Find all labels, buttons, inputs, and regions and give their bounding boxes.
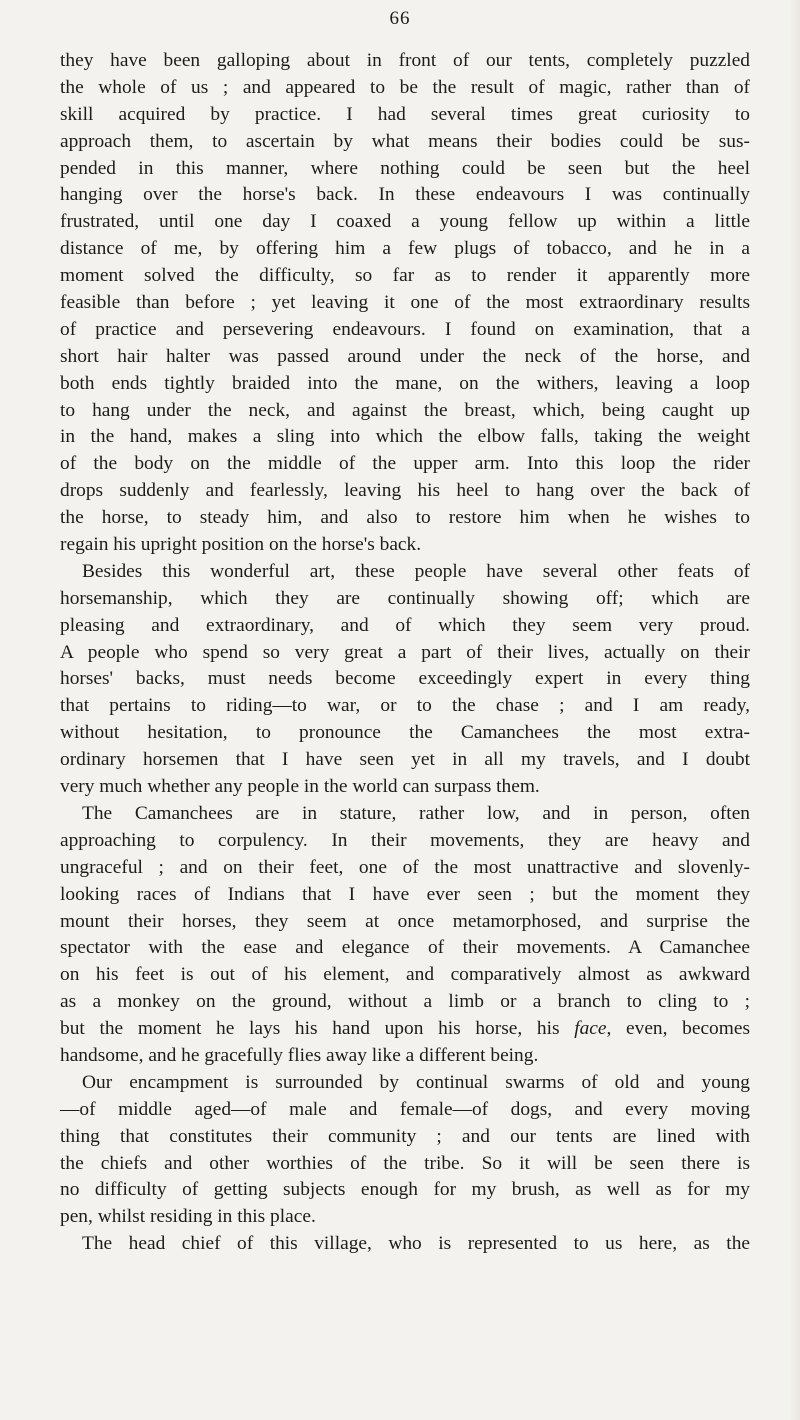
text-line: without hesitation, to pronounce the Camanchees the most extra- <box>60 722 750 744</box>
body-text <box>60 48 750 1258</box>
text-line: horses' backs, must needs become exceedingly expert in every thing <box>60 668 750 690</box>
text-line: short hair halter was passed around under the neck of the horse, and <box>60 345 750 367</box>
text-line: A people who spend so very great a part of their lives, actually on their <box>60 641 750 663</box>
page-number: 66 <box>389 8 411 29</box>
text-line: on his feet is out of his element, and comparatively almost as awkward <box>60 964 750 986</box>
text-line: the whole of us ; and appeared to be the result of magic, rather than of <box>60 76 750 98</box>
text-line: feasible than before ; yet leaving it one of the most extraordinary results <box>60 292 750 314</box>
text-line: distance of me, by offering him a few plugs of tobacco, and he in a <box>60 238 750 260</box>
text-line: both ends tightly braided into the mane, on the withers, leaving a loop <box>60 372 750 394</box>
text-line: pended in this manner, where nothing could be seen but the heel <box>60 157 750 179</box>
text-line: skill acquired by practice. I had several times great curiosity to <box>60 103 750 125</box>
text-line: mount their horses, they seem at once metamorphosed, and surprise the <box>60 910 750 932</box>
text-line: horsemanship, which they are continually showing off; which are <box>60 587 750 609</box>
text-line: as a monkey on the ground, without a limb or a branch to cling to ; <box>60 991 750 1013</box>
text-line: to hang under the neck, and against the breast, which, being caught up <box>60 399 750 421</box>
text-line: of the body on the middle of the upper arm. Into this loop the rider <box>60 453 750 475</box>
text-line: approaching to corpulency. In their movements, they are heavy and <box>60 829 750 851</box>
text-line: hanging over the horse's back. In these endeavours I was continually <box>60 184 750 206</box>
text-line: looking races of Indians that I have ever seen ; but the moment they <box>60 883 750 905</box>
text-line: thing that constitutes their community ; and our tents are lined with <box>60 1125 750 1147</box>
text-line: that pertains to riding—to war, or to the chase ; and I am ready, <box>60 695 750 717</box>
page-edge-shadow <box>790 0 800 1420</box>
text-line: very much whether any people in the world can surpass them. <box>60 776 540 798</box>
text-line: handsome, and he gracefully flies away like a different being. <box>60 1044 539 1066</box>
text-line: frustrated, until one day I coaxed a young fellow up within a little <box>60 211 750 233</box>
text-line: Our encampment is surrounded by continual swarms of old and young <box>82 1071 750 1093</box>
text-line: in the hand, makes a sling into which the elbow falls, taking the weight <box>60 426 750 448</box>
text-line: pleasing and extraordinary, and of which they seem very proud. <box>60 614 750 636</box>
text-line: Besides this wonderful art, these people have several other feats of <box>82 560 750 582</box>
text-line: pen, whilst residing in this place. <box>60 1206 316 1228</box>
text-line: The Camanchees are in stature, rather low, and in person, often <box>82 802 750 824</box>
text-line: of practice and persevering endeavours. I found on examination, that a <box>60 318 750 340</box>
text-line: no difficulty of getting subjects enough for my brush, as well as for my <box>60 1179 750 1201</box>
text-line: the horse, to steady him, and also to restore him when he wishes to <box>60 507 750 529</box>
text-line: regain his upright position on the horse's back. <box>60 534 422 556</box>
text-line: ungraceful ; and on their feet, one of the most unattractive and slovenly- <box>60 856 750 878</box>
text-line: the chiefs and other worthies of the tribe. So it will be seen there is <box>60 1152 750 1174</box>
emphasis: face <box>574 1018 607 1040</box>
text-line: but the moment he lays his hand upon his horse, his face, even, becomes <box>60 1018 750 1040</box>
text-line: approach them, to ascertain by what means their bodies could be sus- <box>60 130 750 152</box>
text-line: ordinary horsemen that I have seen yet in all my travels, and I doubt <box>60 749 750 771</box>
text-line: drops suddenly and fearlessly, leaving his heel to hang over the back of <box>60 480 750 502</box>
text-line: —of middle aged—of male and female—of dogs, and every moving <box>60 1098 750 1120</box>
text-line: they have been galloping about in front of our tents, completely puzzled <box>60 50 750 71</box>
text-line: spectator with the ease and elegance of their movements. A Camanchee <box>60 937 750 959</box>
text-line: moment solved the difficulty, so far as to render it apparently more <box>60 265 750 287</box>
text-line: The head chief of this village, who is represented to us here, as the <box>82 1233 750 1255</box>
